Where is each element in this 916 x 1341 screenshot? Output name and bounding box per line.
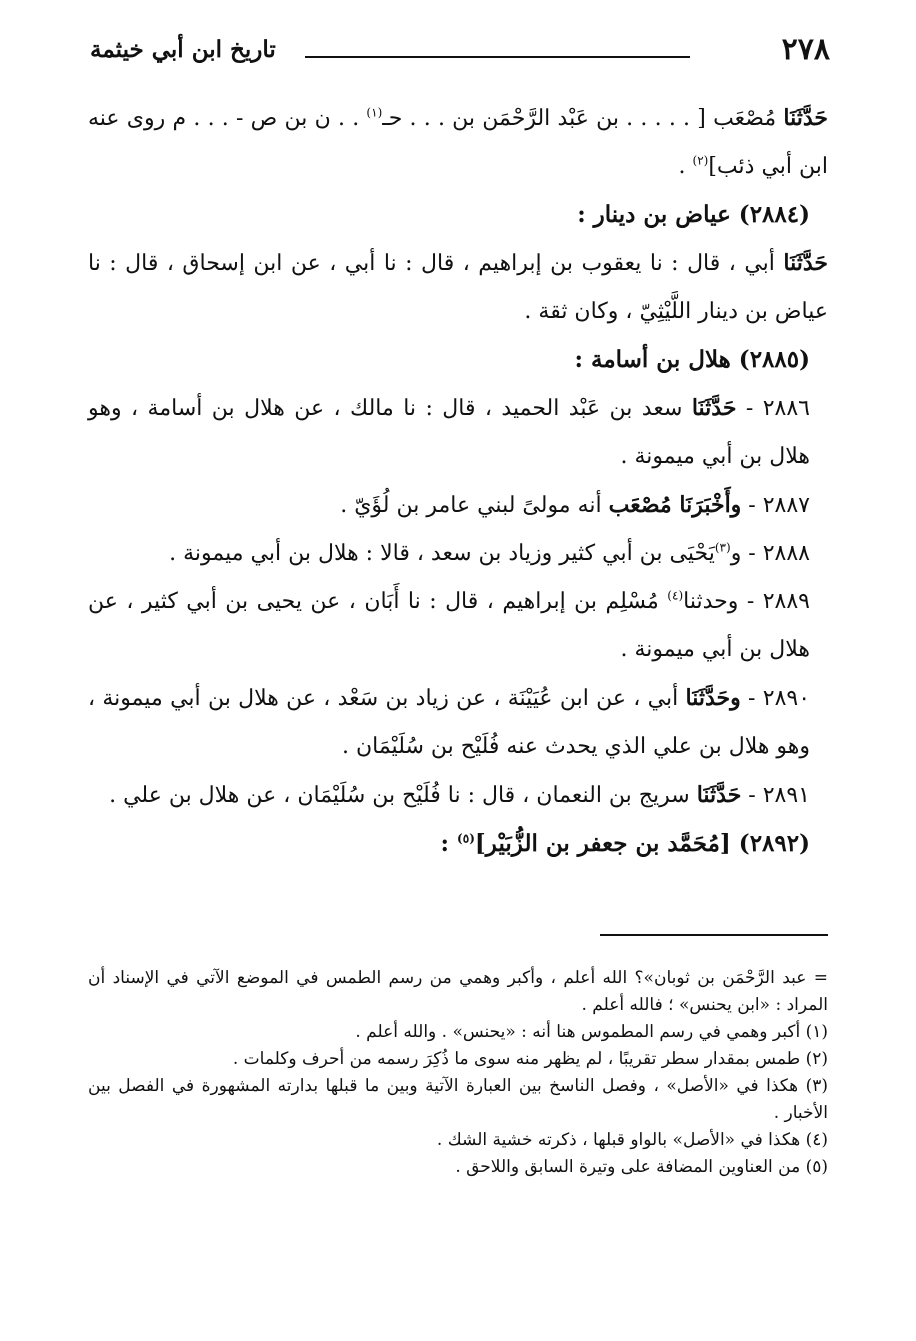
header-rule [305,56,690,58]
heading-2892: (٢٨٩٢) [مُحَمَّد بن جعفر بن الزُّبَيْر]$^{(٥)}$ : [440,830,810,857]
footnote-5: (٥) من العناوين المضافة على وتيرة السابق واللاحق . [455,1157,828,1177]
footnote-3: (٣) هكذا في «الأصل» ، وفصل الناسخ بين العبارة الآتية وبين ما قبلها بدارته المشهورة في الفصل بين الأخبار . [88,1076,828,1123]
paragraph-2888: ٢٨٨٨ - و$^{(٣)}$يَحْيَى بن أبي كثير وزياد بن سعد ، قالا : هلال بن أبي ميمونة . [169,540,810,566]
page-number: ٢٧٨ [781,32,830,67]
footnote-ref-2: (٢) [692,153,709,168]
footnote-ref-4: (٤) [667,588,684,603]
footnote-2: (٢) طمس بمقدار سطر تقريبًا ، لم يظهر منه سوى ما ذُكِرَ رسمه من أحرف وكلمات . [232,1049,828,1069]
heading-2885: (٢٨٨٥) هلال بن أسامة : [574,346,810,373]
paragraph-2884: حَدَّثَنَا أبي ، قال : نا يعقوب بن إبراهيم ، قال : نا أبي ، عن ابن إسحاق ، قال : نا عياض بن دينار اللَّيْثِيّ ، وكان ثقة . [88,250,828,324]
footnote-continuation: = عبد الرَّحْمَن بن ثوبان»؟ الله أعلم ، وأكبر وهمي من رسم الطمس في الموضع الآتي في الإسناد أن المراد : «ابن يحنس» ؛ فالله أعلم . [88,968,828,1015]
main-text [88,94,828,868]
paragraph-2889: ٢٨٨٩ - وحدثنا$^{(٤)}$ مُسْلِم بن إبراهيم ، قال : نا أَبَان ، عن يحيى بن أبي كثير ، عن هلال بن أبي ميمونة . [88,588,810,662]
paragraph-2891: ٢٨٩١ - حَدَّثَنَا سريج بن النعمان ، قال : نا فُلَيْح بن سُلَيْمَان ، عن هلال بن علي . [109,782,810,808]
footnote-ref-1: (١) [366,105,383,120]
paragraph-2887: ٢٨٨٧ - وأَخْبَرَنَا مُصْعَب أنه مولىً لبني عامر بن لُؤَيّ . [340,492,810,518]
footnote-separator [600,934,828,936]
footnote-ref-3: (٣) [714,540,731,555]
paragraph-1: حَدَّثَنَا مُصْعَب [ . . . . . بن عَبْد الرَّحْمَن بن . . . حـ$^{(١)}$ . . ن بن ص - . . . م روى عنه ابن أبي ذئب]$^{(٢)}$ . [88,105,829,179]
footnote-ref-5: (٥) [457,831,475,846]
footnote-4: (٤) هكذا في «الأصل» بالواو قبلها ، ذكرته خشية الشك . [436,1130,828,1150]
footnotes [88,965,828,1181]
running-title: تاريخ ابن أبي خيثمة [90,36,276,63]
footnote-1: (١) أكبر وهمي في رسم المطموس هنا أنه : «يحنس» . والله أعلم . [355,1022,828,1042]
paragraph-2886: ٢٨٨٦ - حَدَّثَنَا سعد بن عَبْد الحميد ، قال : نا مالك ، عن هلال بن أسامة ، وهو هلال بن أبي ميمونة . [88,395,810,469]
heading-2884: (٢٨٨٤) عياض بن دينار : [577,201,810,228]
page-header [90,30,830,80]
paragraph-2890: ٢٨٩٠ - وحَدَّثَنَا أبي ، عن ابن عُيَيْنَة ، عن زياد بن سَعْد ، عن هلال بن أبي ميمونة ، وهو هلال بن علي الذي يحدث عنه فُلَيْح بن سُلَيْمَان . [88,685,811,759]
